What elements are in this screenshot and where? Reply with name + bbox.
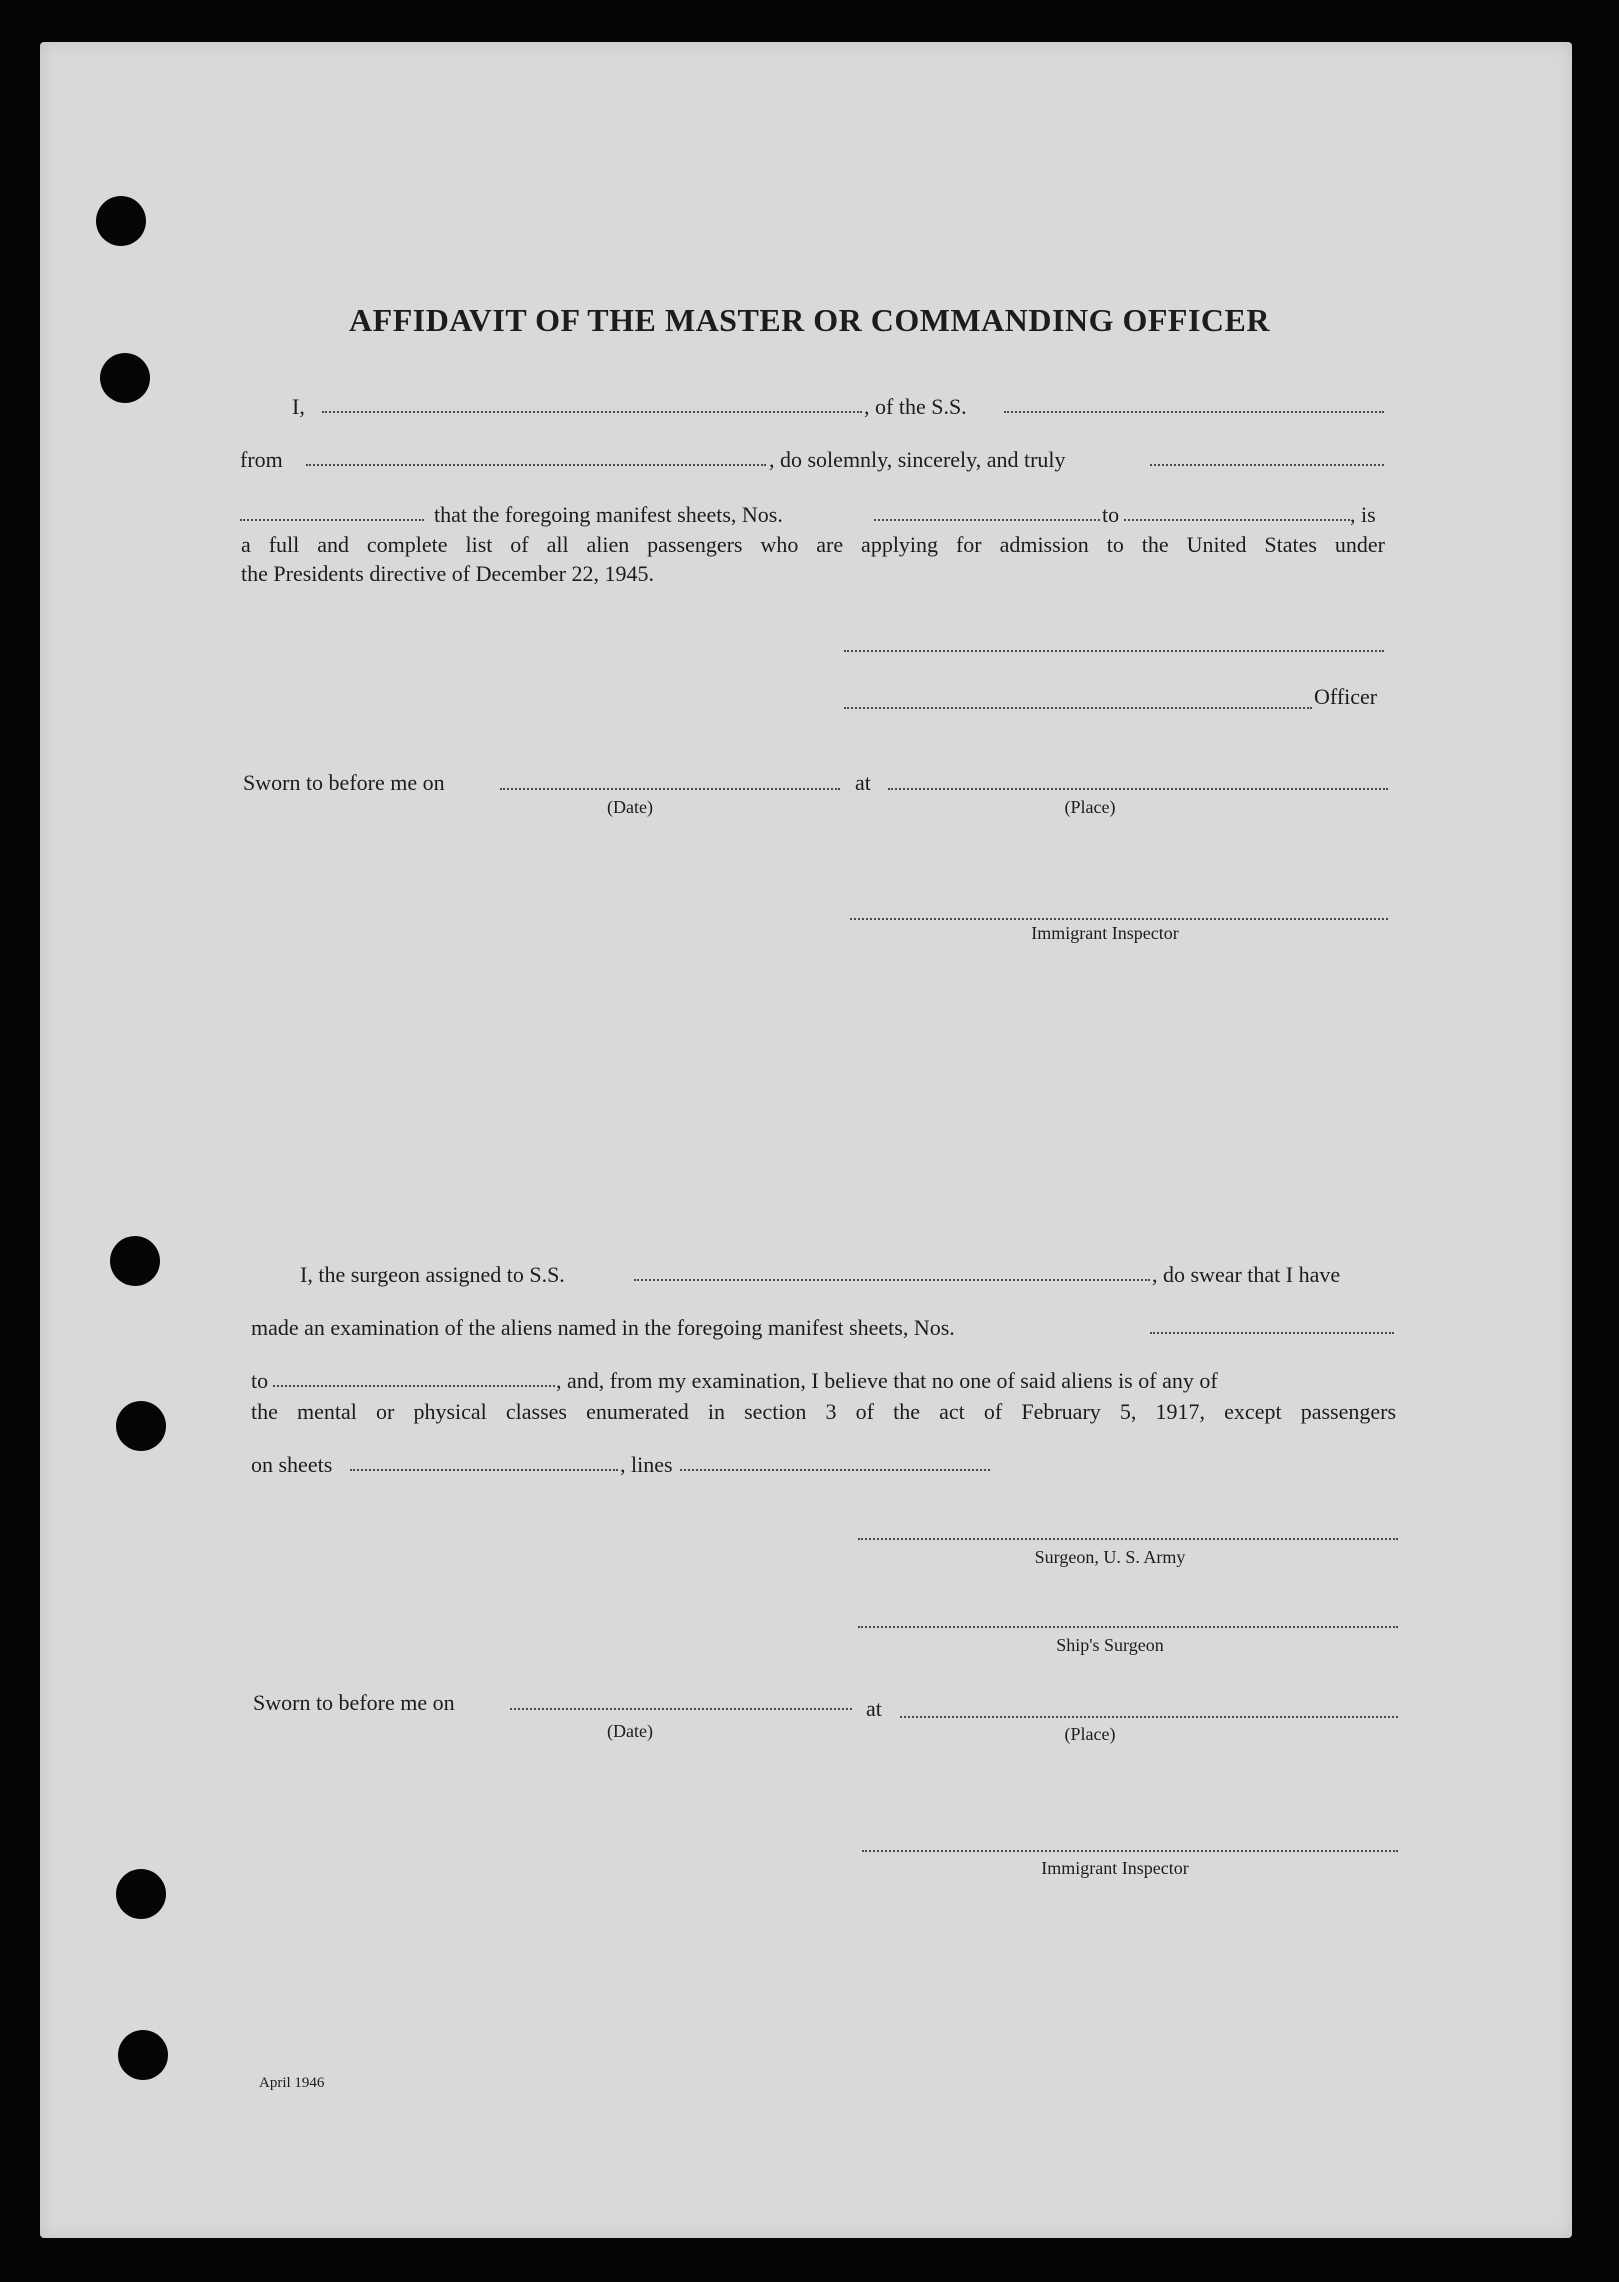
surgeon-swear-label: , do swear that I have [1152, 1262, 1341, 1287]
master-signature-line[interactable] [844, 650, 1384, 652]
master-sworn-place-field[interactable] [888, 788, 1388, 790]
surgeon-ship-name-field[interactable] [634, 1279, 1150, 1281]
master-inspector-signature-line[interactable] [850, 918, 1388, 920]
army-surgeon-caption: Surgeon, U. S. Army [1034, 1547, 1186, 1567]
surgeon-finding-label: , and, from my examination, I believe that no one of said aliens is of any of [556, 1368, 1218, 1393]
surgeon-inspector-signature-line[interactable] [862, 1850, 1398, 1852]
master-directive-line: the Presidents directive of December 22, 1945. [241, 561, 654, 586]
surgeon-inspector-caption: Immigrant Inspector [1041, 1858, 1189, 1878]
surgeon-to-label: to [251, 1368, 269, 1393]
punch-hole [100, 353, 150, 403]
surgeon-exception-sheets-field[interactable] [350, 1469, 618, 1471]
surgeon-date-caption: (Date) [607, 1721, 653, 1741]
master-place-caption: (Place) [1064, 797, 1116, 817]
punch-hole [118, 2030, 168, 2080]
ships-surgeon-signature-line[interactable] [858, 1626, 1398, 1628]
punch-hole [116, 1869, 166, 1919]
surgeon-sworn-label: Sworn to before me on [253, 1690, 455, 1715]
master-manifest-label: that the foregoing manifest sheets, Nos. [434, 502, 783, 527]
surgeon-sheets-to-field[interactable] [273, 1385, 555, 1387]
master-truly-field[interactable] [1150, 464, 1384, 466]
master-sworn-label: Sworn to before me on [243, 770, 445, 795]
surgeon-classes-line: the mental or physical classes enumerated in section 3 of the act of February 5, 1917, except passengers [251, 1399, 1396, 1424]
surgeon-at-label: at [866, 1696, 882, 1721]
punch-hole [110, 1236, 160, 1286]
master-solemnly-label: , do solemnly, sincerely, and truly [769, 447, 1066, 472]
master-inspector-caption: Immigrant Inspector [1031, 923, 1179, 943]
master-date-caption: (Date) [607, 797, 653, 817]
master-sworn-date-field[interactable] [500, 788, 840, 790]
master-to-label: to [1102, 502, 1120, 527]
page-title: AFFIDAVIT OF THE MASTER OR COMMANDING OFFICER [349, 302, 1270, 338]
officer-title-line[interactable] [844, 707, 1312, 709]
punch-hole [116, 1401, 166, 1451]
master-sheets-to-field[interactable] [1124, 519, 1350, 521]
master-statement-line: a full and complete list of all alien passengers who are applying for admission to the United States under [241, 532, 1385, 557]
master-oath-field[interactable] [240, 519, 424, 521]
document-page [40, 42, 1572, 2238]
surgeon-place-caption: (Place) [1064, 1724, 1116, 1744]
master-sheets-from-field[interactable] [874, 519, 1100, 521]
punch-hole [96, 196, 146, 246]
form-date-footer: April 1946 [259, 2075, 325, 2091]
surgeon-sworn-place-field[interactable] [900, 1716, 1398, 1718]
master-from-field[interactable] [306, 464, 766, 466]
surgeon-examination-label: made an examination of the aliens named in the foregoing manifest sheets, Nos. [251, 1315, 955, 1340]
surgeon-exception-lines-field[interactable] [680, 1469, 990, 1471]
master-is-label: , is [1350, 502, 1376, 527]
master-ship-name-field[interactable] [1004, 411, 1384, 413]
master-at-label: at [855, 770, 871, 795]
ships-surgeon-caption: Ship's Surgeon [1056, 1635, 1164, 1655]
officer-label: Officer [1314, 684, 1378, 709]
surgeon-assigned-label: I, the surgeon assigned to S.S. [300, 1262, 565, 1287]
master-of-ss-label: , of the S.S. [864, 394, 967, 419]
master-from-label: from [240, 447, 283, 472]
surgeon-lines-label: , lines [620, 1452, 673, 1477]
surgeon-on-sheets-label: on sheets [251, 1452, 333, 1477]
surgeon-sworn-date-field[interactable] [510, 1708, 852, 1710]
army-surgeon-signature-line[interactable] [858, 1538, 1398, 1540]
master-name-field[interactable] [322, 411, 862, 413]
surgeon-sheets-from-field[interactable] [1150, 1332, 1394, 1334]
master-i-label: I, [292, 394, 305, 419]
